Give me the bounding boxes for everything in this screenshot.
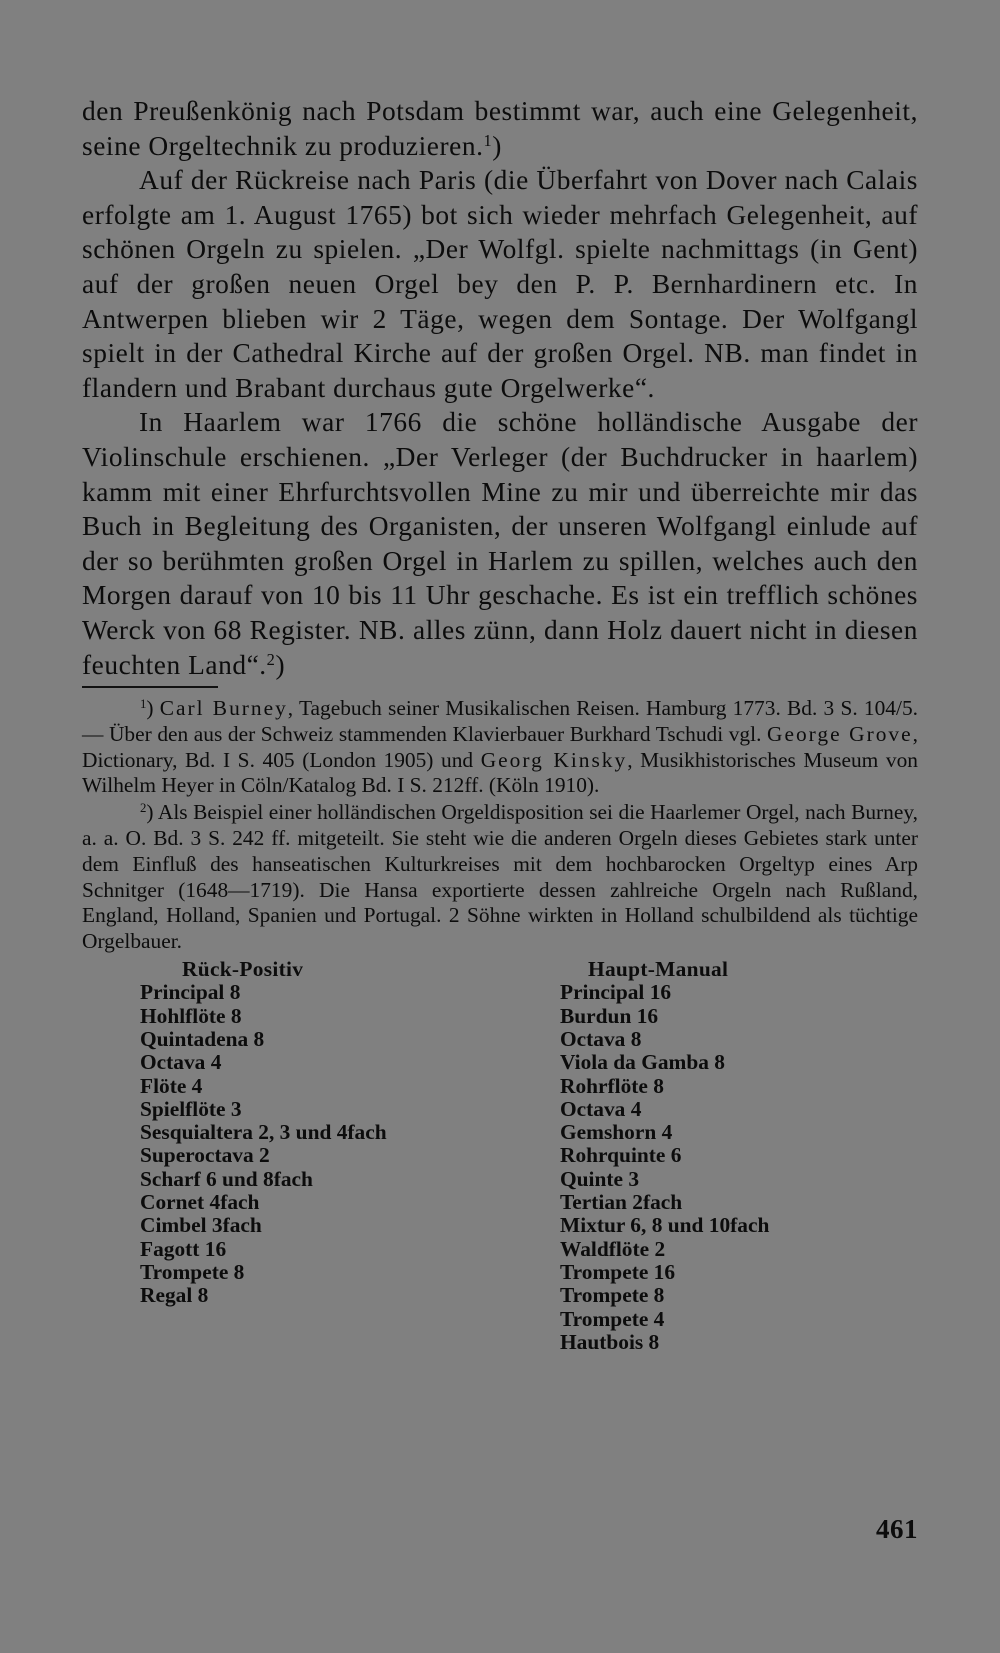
footnote-ref-2: 2 xyxy=(266,649,276,669)
paragraph-1 xyxy=(82,94,918,163)
organ-disposition xyxy=(82,958,918,1358)
footnote-2-text: Als Beispiel einer holländischen Orgeldisposition sei die Haarlemer Orgel, nach Burney, a. a. O. Bd. 3 S. 242 ff. mitgeteilt. Sie steht wie die anderen Orgeln dieses Gebietes stark unter dem Einfluß des hanseatischen Kulturkreises mit dem hochbarocken Orgeltyp eines Arp Schnitger (1648—1719). Die Hansa exportierte dessen zahlreiche Orgeln nach Rußland, England, Holland, Spanien und Portugal. 2 Söhne wirkten in Holland schulbildend als tüchtige Orgelbauer. xyxy=(82,800,918,954)
stop-list-item: Principal 16 xyxy=(560,980,672,1005)
footnote-2-paren: ) xyxy=(146,800,154,825)
paragraph-1-text: den Preußenkönig nach Potsdam bestimmt war, auch eine Gelegenheit, seine Orgeltechnik zu produzieren. xyxy=(82,96,918,161)
haupt-manual-column xyxy=(560,958,920,1354)
footnote-divider xyxy=(82,686,218,688)
stop-list-item: Gemshorn 4 xyxy=(560,1120,673,1145)
footnote-ref-1: 1 xyxy=(483,130,493,150)
stop-list-item: Trompete 16 xyxy=(560,1259,676,1284)
stop-list-item: Regal 8 xyxy=(140,1283,209,1308)
stop-list-item: Rohrquinte 6 xyxy=(560,1143,682,1168)
stop-list-item: Scharf 6 und 8fach xyxy=(140,1166,313,1191)
paragraph-1-paren: ) xyxy=(492,130,502,161)
stop-list-item: Quinte 3 xyxy=(560,1166,640,1191)
paragraph-3-paren: ) xyxy=(275,649,286,680)
haupt-manual-heading: Haupt-Manual xyxy=(588,957,729,982)
book-page xyxy=(82,94,918,1634)
footnote-1-text-b: , Dictionary, Bd. I S. 405 (London 1905) und xyxy=(82,721,918,772)
footnote-1-author: Carl Burney xyxy=(159,696,288,721)
stop-list-item: Viola da Gamba 8 xyxy=(560,1050,726,1075)
stop-list-item: Waldflöte 2 xyxy=(560,1236,666,1261)
stop-list-item: Trompete 8 xyxy=(560,1283,665,1308)
footnote-1-text-a: , Tagebuch seiner Musikalischen Reisen. Hamburg 1773. Bd. 3 S. 104/5. — Über den aus der Schweiz stammenden Klavierbauer Burkhard Tschudi vgl. xyxy=(82,696,918,746)
footnote-2-marker: 2 xyxy=(140,801,147,816)
paragraph-3 xyxy=(82,405,918,682)
stop-list-item: Burdun 16 xyxy=(560,1003,659,1028)
footnotes xyxy=(82,696,918,955)
stop-list-item: Sesquialtera 2, 3 und 4fach xyxy=(140,1120,387,1145)
stop-list-item: Superoctava 2 xyxy=(140,1143,270,1168)
stop-list-item: Flöte 4 xyxy=(140,1073,203,1098)
page-number: 461 xyxy=(876,1514,918,1544)
stop-list-item: Rohrflöte 8 xyxy=(560,1073,664,1098)
stop-list-item: Spielflöte 3 xyxy=(140,1096,242,1121)
footnote-1-author-2: George Grove xyxy=(767,721,913,746)
stop-list-item: Tertian 2fach xyxy=(560,1190,683,1215)
stop-list-item: Fagott 16 xyxy=(140,1236,227,1261)
stop-list-item: Trompete 8 xyxy=(140,1259,245,1284)
body-text xyxy=(82,94,918,682)
stop-list-item: Hautbois 8 xyxy=(560,1329,660,1354)
rueck-positiv-heading: Rück-Positiv xyxy=(182,957,304,982)
stop-list-item: Mixtur 6, 8 und 10fach xyxy=(560,1213,770,1238)
paragraph-3-text: In Haarlem war 1766 die schöne holländische Ausgabe der Violinschule erschienen. „Der Verleger (der Buchdrucker in haarlem) kamm mit einer Ehrfurchtsvollen Mine zu mir und überreichte mir das Buch in Begleitung des Organisten, der unseren Wolfgangl einlude auf der so berühmten großen Orgel in Harlem zu spillen, welches auch den Morgen darauf von 10 bis 11 Uhr geschache. Es ist ein trefflich schönes Werck von 68 Register. NB. alles zünn, dann Holz dauert nicht in diesen feuchten Land“. xyxy=(82,407,918,680)
stop-list-item: Quintadena 8 xyxy=(140,1026,265,1051)
footnote-1-text-c: , Musikhistorisches Museum von Wilhelm Heyer in Cöln/Katalog Bd. I S. 212ff. (Köln 1910). xyxy=(82,747,918,798)
footnote-1-paren: ) xyxy=(146,696,154,721)
paragraph-2: Auf der Rückreise nach Paris (die Überfahrt von Dover nach Calais erfolgte am 1. August 1765) bot sich wieder mehrfach Gelegenheit, auf schönen Orgeln zu spielen. „Der Wolfgl. spielte nachmittags (in Gent) auf der großen neuen Orgel bey den P. P. Bernhardinern etc. In Antwerpen blieben wir 2 Täge, wegen dem Sontage. Der Wolfgangl spielt in der Cathedral Kirche auf der großen Orgel. NB. man findet in flandern und Brabant durchaus gute Orgelwerke“. xyxy=(82,165,918,403)
footnote-1 xyxy=(82,696,918,799)
stop-list-item: Cornet 4fach xyxy=(140,1190,260,1215)
stop-list-item: Octava 4 xyxy=(560,1096,642,1121)
footnote-1-author-3: Georg Kinsky xyxy=(480,747,628,772)
stop-list-item: Octava 8 xyxy=(560,1026,642,1051)
stop-list-item: Octava 4 xyxy=(140,1050,222,1075)
footnote-2 xyxy=(82,800,918,955)
footnote-1-marker: 1 xyxy=(140,697,147,712)
stop-list-item: Trompete 4 xyxy=(560,1306,665,1331)
stop-list-item: Principal 8 xyxy=(140,980,241,1005)
stop-list-item: Hohlflöte 8 xyxy=(140,1003,242,1028)
rueck-positiv-column xyxy=(140,958,500,1307)
stop-list-item: Cimbel 3fach xyxy=(140,1213,262,1238)
